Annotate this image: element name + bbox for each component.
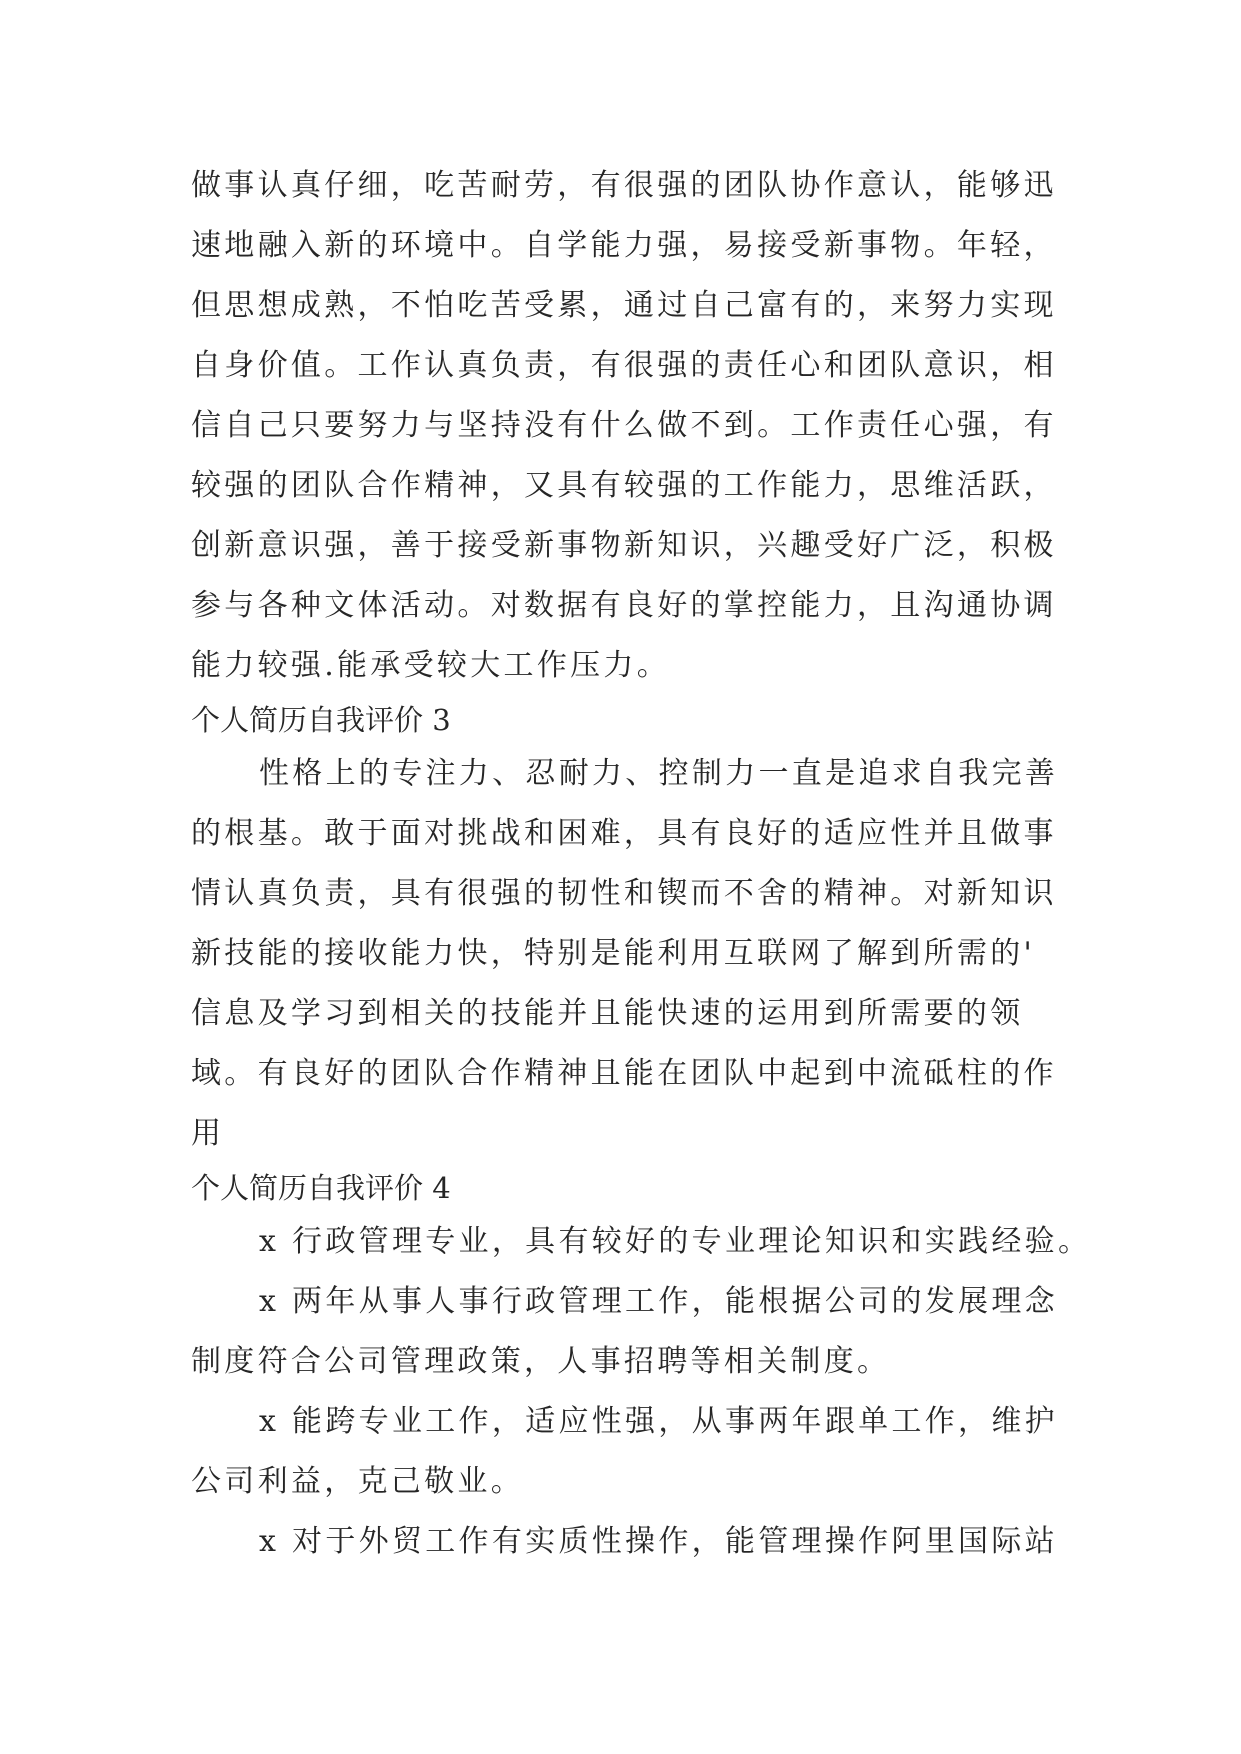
text-line: 域。有良好的团队合作精神且能在团队中起到中流砥柱的作 — [191, 1056, 1057, 1091]
text-line: 较强的团队合作精神，又具有较强的工作能力，思维活跃， — [191, 468, 1057, 503]
paragraph-continuation — [191, 156, 1071, 696]
list-item — [191, 1212, 1092, 1272]
document-body — [191, 156, 1092, 1572]
text-line: x 能跨专业工作，适应性强，从事两年跟单工作，维护 — [259, 1404, 1058, 1439]
text-line: 做事认真仔细，吃苦耐劳，有很强的团队协作意认，能够迅 — [191, 168, 1057, 203]
text-line: 创新意识强，善于接受新事物新知识，兴趣受好广泛，积极 — [191, 528, 1057, 563]
text-line: x 对于外贸工作有实质性操作，能管理操作阿里国际站 — [259, 1524, 1058, 1559]
list-item — [191, 1272, 1071, 1392]
text-line: 能力较强.能承受较大工作压力。 — [191, 648, 671, 683]
section-heading-3: 个人简历自我评价 3 — [191, 703, 451, 737]
text-line: x 两年从事人事行政管理工作，能根据公司的发展理念 — [259, 1284, 1058, 1319]
text-line: 参与各种文体活动。对数据有良好的掌控能力，且沟通协调 — [191, 588, 1057, 623]
text-line: 自身价值。工作认真负责，有很强的责任心和团队意识，相 — [191, 348, 1057, 383]
text-line: 用 — [191, 1116, 225, 1151]
text-line: 速地融入新的环境中。自学能力强，易接受新事物。年轻， — [191, 228, 1057, 263]
text-line: 信自己只要努力与坚持没有什么做不到。工作责任心强，有 — [191, 408, 1057, 443]
text-line: 信息及学习到相关的技能并且能快速的运用到所需要的领 — [191, 996, 1024, 1031]
text-line: 性格上的专注力、忍耐力、控制力一直是追求自我完善 — [259, 756, 1059, 791]
list-item — [191, 1512, 1071, 1572]
paragraph-section-3 — [191, 744, 1071, 1164]
text-line: 的根基。敢于面对挑战和困难，具有良好的适应性并且做事 — [191, 816, 1057, 851]
text-line: 公司利益，克己敬业。 — [191, 1464, 524, 1499]
text-line: 情认真负责，具有很强的韧性和锲而不舍的精神。对新知识 — [191, 876, 1057, 911]
text-line: 新技能的接收能力快，特别是能利用互联网了解到所需的' — [191, 936, 1036, 971]
text-line: 制度符合公司管理政策，人事招聘等相关制度。 — [191, 1344, 891, 1379]
text-line: 但思想成熟，不怕吃苦受累，通过自己富有的，来努力实现 — [191, 288, 1057, 323]
text-line: x 行政管理专业，具有较好的专业理论知识和实践经验。 — [259, 1224, 1092, 1259]
section-heading-4: 个人简历自我评价 4 — [191, 1171, 451, 1205]
list-item — [191, 1392, 1071, 1512]
